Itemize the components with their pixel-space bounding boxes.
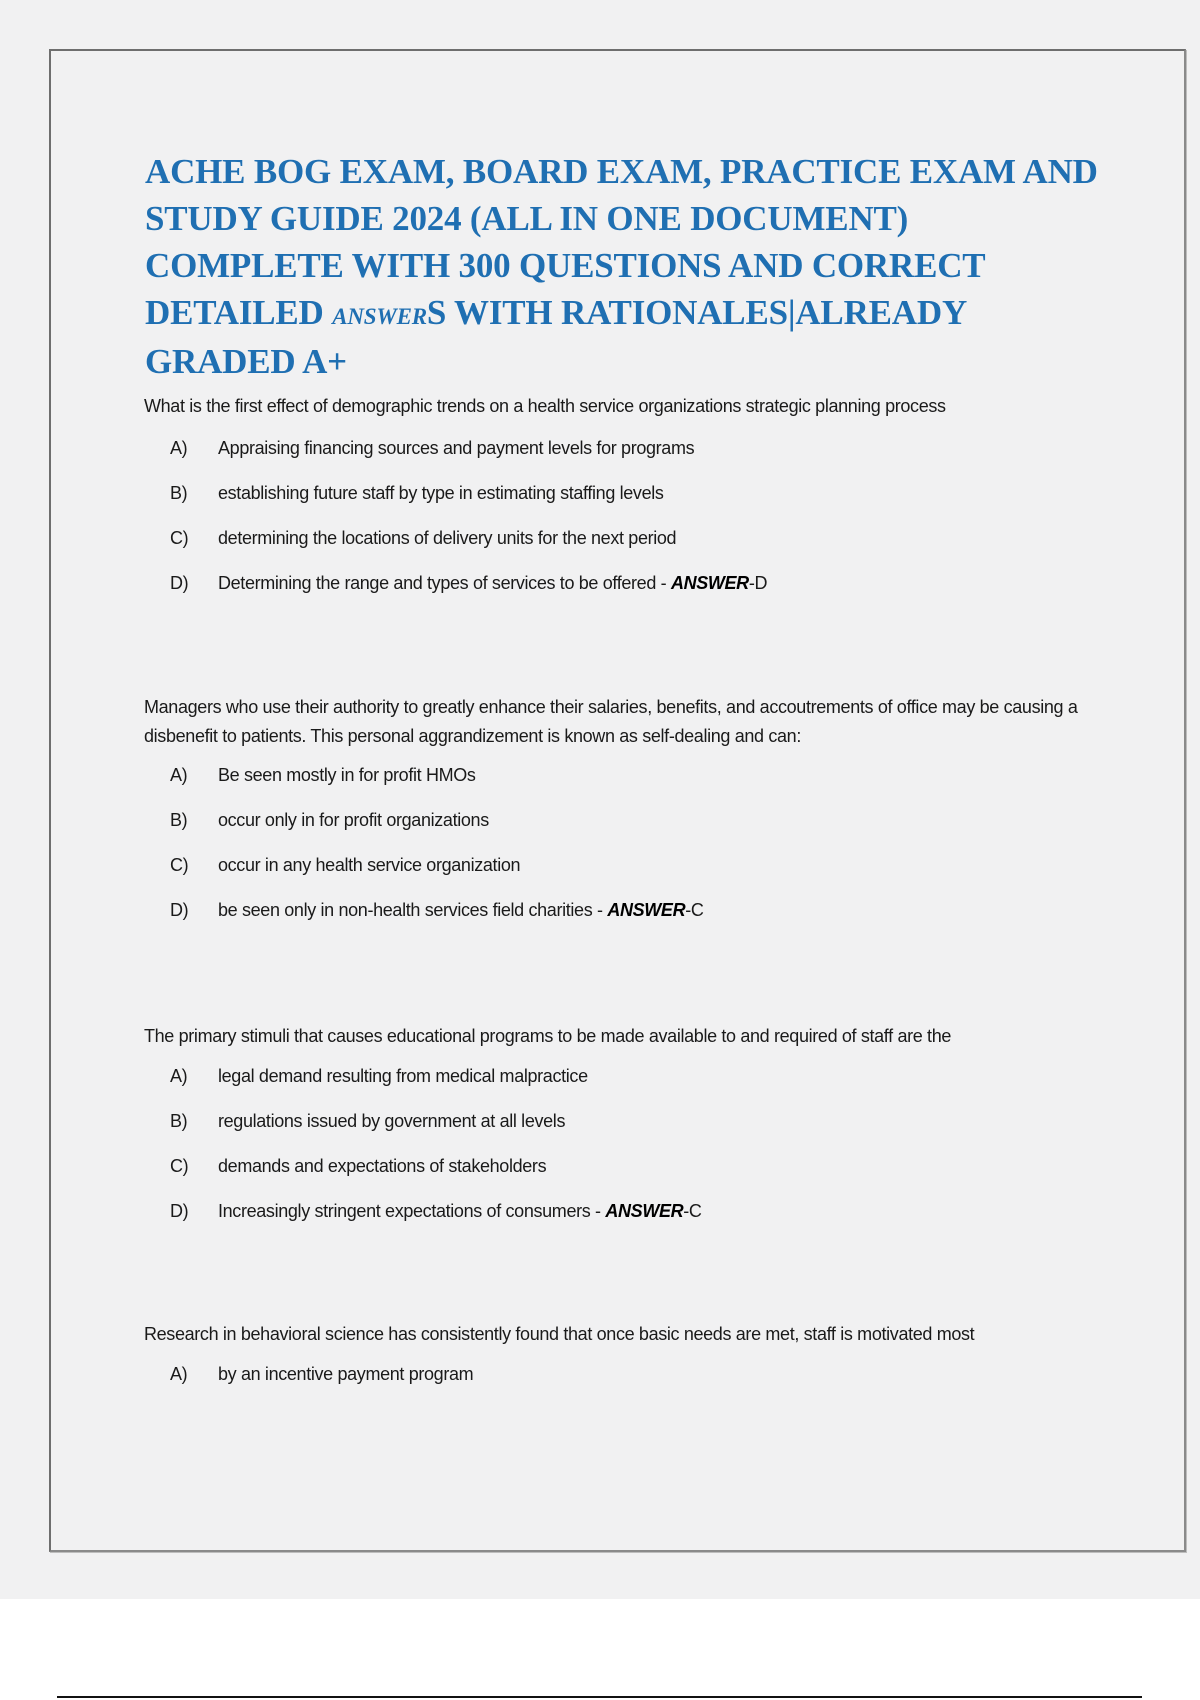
option-c [144,1153,1104,1198]
options-list [144,435,1104,615]
title-text-styled: answer [332,296,427,332]
option-d [144,897,1104,942]
option-a [144,762,1104,807]
option-label: B) [170,1111,188,1131]
option-text: demands and expectations of stakeholders [218,1156,547,1176]
option-text: occur only in for profit organizations [218,810,489,830]
option-label: A) [170,1364,188,1384]
option-label: C) [170,528,189,548]
option-b [144,807,1104,852]
answer-value: -D [748,573,768,593]
document-title [145,148,1105,385]
answer-key-label: ANSWER [607,900,686,920]
option-text: Be seen mostly in for profit HMOs [218,765,476,785]
option-label: D) [170,1201,189,1221]
option-text: occur in any health service organization [218,855,521,875]
option-label: A) [170,1066,188,1086]
option-text: legal demand resulting from medical malpractice [218,1066,588,1086]
option-label: C) [170,1156,189,1176]
option-text: establishing future staff by type in estimating staffing levels [218,483,664,503]
option-text: Determining the range and types of services to be offered - [218,573,671,593]
option-b [144,480,1104,525]
answer-key-label: ANSWER [670,573,749,593]
question-text: Managers who use their authority to greatly enhance their salaries, benefits, and accoutrements of office may be causing a disbenefit to patients. This personal aggrandizement is known as self-dealing and can: [144,697,1078,746]
option-d [144,570,1104,615]
option-label: A) [170,765,188,785]
option-c [144,852,1104,897]
option-text: Increasingly stringent expectations of consumers - [218,1201,606,1221]
question-text: Research in behavioral science has consistently found that once basic needs are met, staff is motivated most [144,1324,975,1344]
option-label: B) [170,810,188,830]
option-b [144,1108,1104,1153]
option-text: Appraising financing sources and payment levels for programs [218,438,695,458]
question-text: The primary stimuli that causes educational programs to be made available to and required of staff are the [144,1026,952,1046]
option-c [144,525,1104,570]
option-text-with-answer [218,897,704,923]
question-1 [144,392,1104,615]
option-text: be seen only in non-health services field charities - [218,900,608,920]
title-text-before: ACHE BOG EXAM, BOARD EXAM, PRACTICE EXAM AND STUDY GUIDE 2024 (ALL IN ONE DOCUMENT) COMPLETE WITH 300 QUESTIONS AND CORRECT DETAILED [145,152,1098,332]
option-a [144,435,1104,480]
answer-key-label: ANSWER [605,1201,684,1221]
option-d [144,1198,1104,1243]
question-2 [144,693,1104,942]
option-text: regulations issued by government at all levels [218,1111,566,1131]
option-text: determining the locations of delivery units for the next period [218,528,677,548]
option-label: D) [170,573,189,593]
option-label: C) [170,855,189,875]
option-text-with-answer [218,1198,702,1224]
bottom-horizontal-rule [57,1696,1142,1698]
option-text: by an incentive payment program [218,1364,474,1384]
option-label: B) [170,483,188,503]
options-list [144,1063,1104,1243]
options-list [144,762,1104,942]
options-list [144,1361,1104,1406]
answer-value: -C [683,1201,702,1221]
option-label: A) [170,438,188,458]
option-label: D) [170,900,189,920]
option-text-with-answer [218,570,767,596]
answer-value: -C [685,900,704,920]
question-3 [144,1022,1104,1243]
title-text-after: S WITH RATIONALES|ALREADY GRADED A+ [145,293,966,381]
option-a [144,1063,1104,1108]
option-a [144,1361,1104,1406]
question-4 [144,1320,1104,1406]
question-text: What is the first effect of demographic trends on a health service organizations strategic planning process [144,396,946,416]
